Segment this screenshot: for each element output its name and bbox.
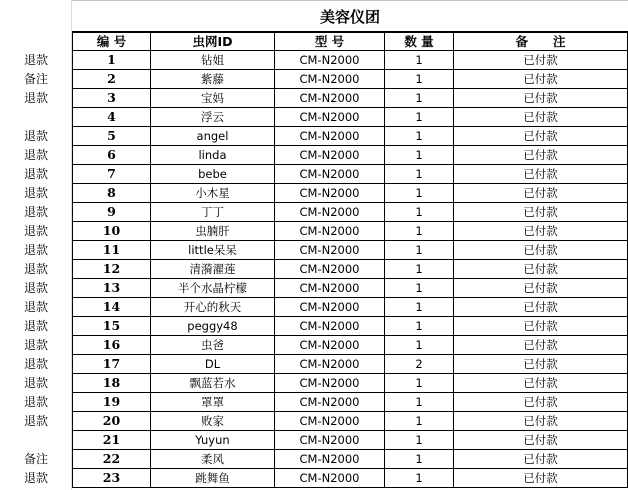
row-user-id[interactable]: 跳舞鱼 xyxy=(151,469,275,487)
row-remark[interactable]: 已付款 xyxy=(454,51,628,69)
row-model[interactable]: CM-N2000 xyxy=(275,89,385,107)
table-row xyxy=(72,279,628,298)
row-note[interactable]: 退款 xyxy=(23,91,48,105)
row-model[interactable]: CM-N2000 xyxy=(275,51,385,69)
row-note[interactable]: 退款 xyxy=(23,376,48,390)
row-remark[interactable]: 已付款 xyxy=(454,146,628,164)
table-row xyxy=(72,108,628,127)
row-user-id[interactable]: 败家 xyxy=(151,412,275,430)
header-model[interactable]: 型 号 xyxy=(275,33,385,51)
table-row xyxy=(72,469,628,488)
table-row xyxy=(72,241,628,260)
row-user-id[interactable]: 罩罩 xyxy=(151,393,275,411)
row-model[interactable]: CM-N2000 xyxy=(275,127,385,145)
row-quantity[interactable]: 1 xyxy=(385,336,454,354)
table-row xyxy=(72,146,628,165)
row-note[interactable]: 退款 xyxy=(23,148,48,162)
row-number[interactable]: 17 xyxy=(72,355,151,373)
row-quantity[interactable]: 1 xyxy=(385,127,454,145)
row-quantity[interactable]: 1 xyxy=(385,298,454,316)
row-quantity[interactable]: 2 xyxy=(385,355,454,373)
row-quantity[interactable]: 1 xyxy=(385,260,454,278)
row-remark[interactable]: 已付款 xyxy=(454,393,628,411)
header-no[interactable]: 编 号 xyxy=(72,33,151,51)
row-model[interactable]: CM-N2000 xyxy=(275,260,385,278)
row-quantity[interactable]: 1 xyxy=(385,317,454,335)
row-number[interactable]: 16 xyxy=(72,336,151,354)
sheet-title: 美容仪团 xyxy=(319,8,380,26)
table-row xyxy=(72,222,628,241)
row-remark[interactable]: 已付款 xyxy=(454,374,628,392)
row-note[interactable]: 退款 xyxy=(23,167,48,181)
header-row xyxy=(72,32,628,51)
row-remark[interactable]: 已付款 xyxy=(454,203,628,221)
row-model[interactable]: CM-N2000 xyxy=(275,355,385,373)
row-note[interactable]: 退款 xyxy=(23,205,48,219)
row-note[interactable] xyxy=(0,431,72,450)
row-remark[interactable]: 已付款 xyxy=(454,70,628,88)
row-number[interactable]: 14 xyxy=(72,298,151,316)
table-row xyxy=(72,165,628,184)
row-model[interactable]: CM-N2000 xyxy=(275,317,385,335)
row-remark[interactable]: 已付款 xyxy=(454,469,628,487)
row-user-id[interactable]: 半个水晶柠檬 xyxy=(151,279,275,297)
table-row xyxy=(72,89,628,108)
row-number[interactable]: 15 xyxy=(72,317,151,335)
row-number[interactable]: 9 xyxy=(72,203,151,221)
table-row xyxy=(72,431,628,450)
row-user-id[interactable]: 丁丁 xyxy=(151,203,275,221)
header-remark[interactable]: 备 注 xyxy=(454,33,628,51)
row-user-id[interactable]: 钻姐 xyxy=(151,51,275,69)
row-remark[interactable]: 已付款 xyxy=(454,165,628,183)
row-number[interactable]: 4 xyxy=(72,108,151,126)
row-model[interactable]: CM-N2000 xyxy=(275,70,385,88)
row-remark[interactable]: 已付款 xyxy=(454,317,628,335)
row-note[interactable]: 退款 xyxy=(23,414,48,428)
row-model[interactable]: CM-N2000 xyxy=(275,241,385,259)
row-user-id[interactable]: linda xyxy=(151,146,275,164)
row-remark[interactable]: 已付款 xyxy=(454,260,628,278)
row-number[interactable]: 12 xyxy=(72,260,151,278)
row-model[interactable]: CM-N2000 xyxy=(275,165,385,183)
row-note[interactable]: 退款 xyxy=(23,281,48,295)
row-quantity[interactable]: 1 xyxy=(385,89,454,107)
row-quantity[interactable]: 1 xyxy=(385,146,454,164)
header-id[interactable]: 虫网ID xyxy=(151,33,275,51)
row-model[interactable]: CM-N2000 xyxy=(275,146,385,164)
row-remark[interactable]: 已付款 xyxy=(454,412,628,430)
row-model[interactable]: CM-N2000 xyxy=(275,222,385,240)
row-remark[interactable]: 已付款 xyxy=(454,298,628,316)
row-user-id[interactable]: 小木星 xyxy=(151,184,275,202)
row-quantity[interactable]: 1 xyxy=(385,241,454,259)
row-quantity[interactable]: 1 xyxy=(385,450,454,468)
row-remark[interactable]: 已付款 xyxy=(454,241,628,259)
row-user-id[interactable]: 虫腩肝 xyxy=(151,222,275,240)
row-note[interactable]: 退款 xyxy=(23,338,48,352)
row-remark[interactable]: 已付款 xyxy=(454,89,628,107)
row-number[interactable]: 11 xyxy=(72,241,151,259)
row-note[interactable]: 退款 xyxy=(23,53,48,67)
row-user-id[interactable]: DL xyxy=(151,355,275,373)
row-number[interactable]: 21 xyxy=(72,431,151,449)
row-note[interactable]: 退款 xyxy=(23,262,48,276)
row-model[interactable]: CM-N2000 xyxy=(275,184,385,202)
row-model[interactable]: CM-N2000 xyxy=(275,412,385,430)
row-number[interactable]: 5 xyxy=(72,127,151,145)
row-number[interactable]: 23 xyxy=(72,469,151,487)
row-user-id[interactable]: 飘蓝若水 xyxy=(151,374,275,392)
row-number[interactable]: 7 xyxy=(72,165,151,183)
row-user-id[interactable]: Yuyun xyxy=(151,431,275,449)
row-note[interactable]: 退款 xyxy=(23,129,48,143)
row-user-id[interactable]: 虫爸 xyxy=(151,336,275,354)
row-user-id[interactable]: little呆呆 xyxy=(151,241,275,259)
row-number[interactable]: 18 xyxy=(72,374,151,392)
table-row xyxy=(72,450,628,469)
table-row xyxy=(72,355,628,374)
row-remark[interactable]: 已付款 xyxy=(454,279,628,297)
title-cell[interactable] xyxy=(72,0,628,32)
row-user-id[interactable]: 紫藤 xyxy=(151,70,275,88)
row-note[interactable]: 备注 xyxy=(23,72,48,86)
table-row xyxy=(72,393,628,412)
row-quantity[interactable]: 1 xyxy=(385,279,454,297)
row-model[interactable]: CM-N2000 xyxy=(275,374,385,392)
table-row xyxy=(72,260,628,279)
row-remark[interactable]: 已付款 xyxy=(454,355,628,373)
row-quantity[interactable]: 1 xyxy=(385,469,454,487)
row-quantity[interactable]: 1 xyxy=(385,431,454,449)
row-user-id[interactable]: 清漪濯莲 xyxy=(151,260,275,278)
row-model[interactable]: CM-N2000 xyxy=(275,298,385,316)
row-remark[interactable]: 已付款 xyxy=(454,127,628,145)
table-row xyxy=(72,184,628,203)
row-model[interactable]: CM-N2000 xyxy=(275,279,385,297)
row-model[interactable]: CM-N2000 xyxy=(275,393,385,411)
row-user-id[interactable]: 开心的秋天 xyxy=(151,298,275,316)
row-number[interactable]: 1 xyxy=(72,51,151,69)
row-remark[interactable]: 已付款 xyxy=(454,450,628,468)
table-row xyxy=(72,412,628,431)
row-remark[interactable]: 已付款 xyxy=(454,431,628,449)
table-row xyxy=(72,203,628,222)
row-quantity[interactable]: 1 xyxy=(385,108,454,126)
row-quantity[interactable]: 1 xyxy=(385,70,454,88)
row-number[interactable]: 10 xyxy=(72,222,151,240)
row-model[interactable]: CM-N2000 xyxy=(275,336,385,354)
table-row xyxy=(72,317,628,336)
header-qty[interactable]: 数 量 xyxy=(385,33,454,51)
row-note[interactable]: 退款 xyxy=(23,357,48,371)
row-quantity[interactable]: 1 xyxy=(385,222,454,240)
row-remark[interactable]: 已付款 xyxy=(454,222,628,240)
row-number[interactable]: 6 xyxy=(72,146,151,164)
row-remark[interactable]: 已付款 xyxy=(454,184,628,202)
row-quantity[interactable]: 1 xyxy=(385,165,454,183)
row-user-id[interactable]: 浮云 xyxy=(151,108,275,126)
row-remark[interactable]: 已付款 xyxy=(454,336,628,354)
row-quantity[interactable]: 1 xyxy=(385,184,454,202)
table-row xyxy=(72,70,628,89)
row-number[interactable]: 13 xyxy=(72,279,151,297)
row-note[interactable]: 退款 xyxy=(23,186,48,200)
row-model[interactable]: CM-N2000 xyxy=(275,450,385,468)
row-number[interactable]: 8 xyxy=(72,184,151,202)
row-number[interactable]: 19 xyxy=(72,393,151,411)
row-note[interactable]: 退款 xyxy=(23,471,48,485)
row-quantity[interactable]: 1 xyxy=(385,412,454,430)
row-quantity[interactable]: 1 xyxy=(385,51,454,69)
row-note[interactable]: 退款 xyxy=(23,243,48,257)
row-model[interactable]: CM-N2000 xyxy=(275,469,385,487)
row-note[interactable] xyxy=(0,108,72,127)
row-number[interactable]: 22 xyxy=(72,450,151,468)
table-row xyxy=(72,51,628,70)
row-note[interactable]: 退款 xyxy=(23,395,48,409)
row-model[interactable]: CM-N2000 xyxy=(275,431,385,449)
table-row xyxy=(72,298,628,317)
table-row xyxy=(72,127,628,146)
row-user-id[interactable]: angel xyxy=(151,127,275,145)
table-row xyxy=(72,336,628,355)
row-note[interactable]: 退款 xyxy=(23,300,48,314)
row-user-id[interactable]: 柔风 xyxy=(151,450,275,468)
row-note[interactable]: 退款 xyxy=(23,224,48,238)
row-quantity[interactable]: 1 xyxy=(385,374,454,392)
row-user-id[interactable]: peggy48 xyxy=(151,317,275,335)
row-number[interactable]: 3 xyxy=(72,89,151,107)
row-note[interactable]: 退款 xyxy=(23,319,48,333)
row-model[interactable]: CM-N2000 xyxy=(275,108,385,126)
row-quantity[interactable]: 1 xyxy=(385,393,454,411)
row-user-id[interactable]: 宝妈 xyxy=(151,89,275,107)
table-row xyxy=(72,374,628,393)
row-number[interactable]: 20 xyxy=(72,412,151,430)
row-number[interactable]: 2 xyxy=(72,70,151,88)
row-user-id[interactable]: bebe xyxy=(151,165,275,183)
row-model[interactable]: CM-N2000 xyxy=(275,203,385,221)
row-remark[interactable]: 已付款 xyxy=(454,108,628,126)
row-note[interactable]: 备注 xyxy=(23,452,48,466)
row-quantity[interactable]: 1 xyxy=(385,203,454,221)
